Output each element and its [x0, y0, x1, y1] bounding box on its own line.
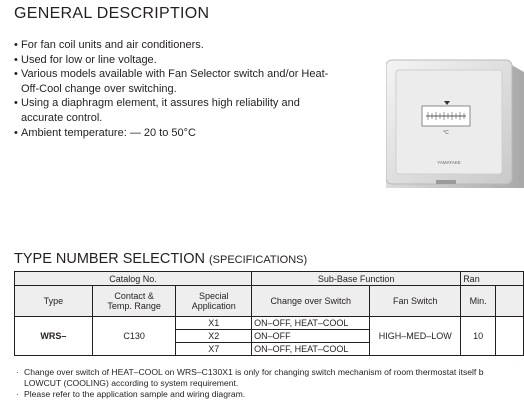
notes-list — [14, 367, 524, 400]
feature-item: • Using a diaphragm element, it assures high reliability and accurate control. — [14, 96, 344, 125]
thermostat-product-image — [386, 50, 524, 188]
feature-item: • Various models available with Fan Selector switch and/or Heat-Off-Cool change over switching. — [14, 67, 344, 96]
general-description-heading: GENERAL DESCRIPTION — [14, 5, 210, 22]
unit-label: °C — [443, 130, 449, 136]
changeover-cell: ON–OFF, HEAT–COOL — [252, 317, 370, 330]
type-selection-title: TYPE NUMBER SELECTION — [14, 251, 205, 267]
feature-list — [14, 38, 344, 140]
brand-label: YAMATAKE — [437, 160, 461, 165]
min-cell: 10 — [461, 317, 496, 356]
special-column-header: Special Application — [176, 286, 252, 317]
range-group-header: Ran — [461, 272, 524, 286]
contact-cell: C130 — [92, 317, 176, 356]
type-cell: WRS– — [15, 317, 93, 356]
special-cell: X1 — [176, 317, 252, 330]
table-row — [15, 317, 524, 330]
type-selection-heading — [14, 251, 307, 267]
changeover-column-header: Change over Switch — [252, 286, 370, 317]
type-selection-table — [14, 271, 524, 356]
range-extra-column-header — [496, 286, 524, 317]
fan-column-header: Fan Switch — [370, 286, 461, 317]
note-item: · Please refer to the application sample and wiring diagram. — [14, 389, 524, 400]
feature-item: • Used for low or line voltage. — [14, 53, 344, 68]
note-item: · Change over switch of HEAT–COOL on WRS–C130X1 is only for changing switch mechanism of room thermostat itself b — [14, 367, 524, 378]
subbase-group-header: Sub-Base Function — [252, 272, 461, 286]
special-cell: X2 — [176, 330, 252, 343]
range-extra-cell — [496, 317, 524, 356]
changeover-cell: ON–OFF, HEAT–COOL — [252, 343, 370, 356]
type-column-header: Type — [15, 286, 93, 317]
feature-item: • Ambient temperature: — 20 to 50°C — [14, 126, 344, 141]
feature-item: • For fan coil units and air conditioners. — [14, 38, 344, 53]
contact-column-header: Contact & Temp. Range — [92, 286, 176, 317]
changeover-cell: ON–OFF — [252, 330, 370, 343]
type-selection-subtitle: (SPECIFICATIONS) — [208, 254, 308, 266]
catalog-group-header: Catalog No. — [15, 272, 252, 286]
note-item: LOWCUT (COOLING) according to system requirement. — [24, 378, 239, 388]
special-cell: X7 — [176, 343, 252, 356]
fan-cell: HIGH–MED–LOW — [370, 317, 461, 356]
min-column-header: Min. — [461, 286, 496, 317]
